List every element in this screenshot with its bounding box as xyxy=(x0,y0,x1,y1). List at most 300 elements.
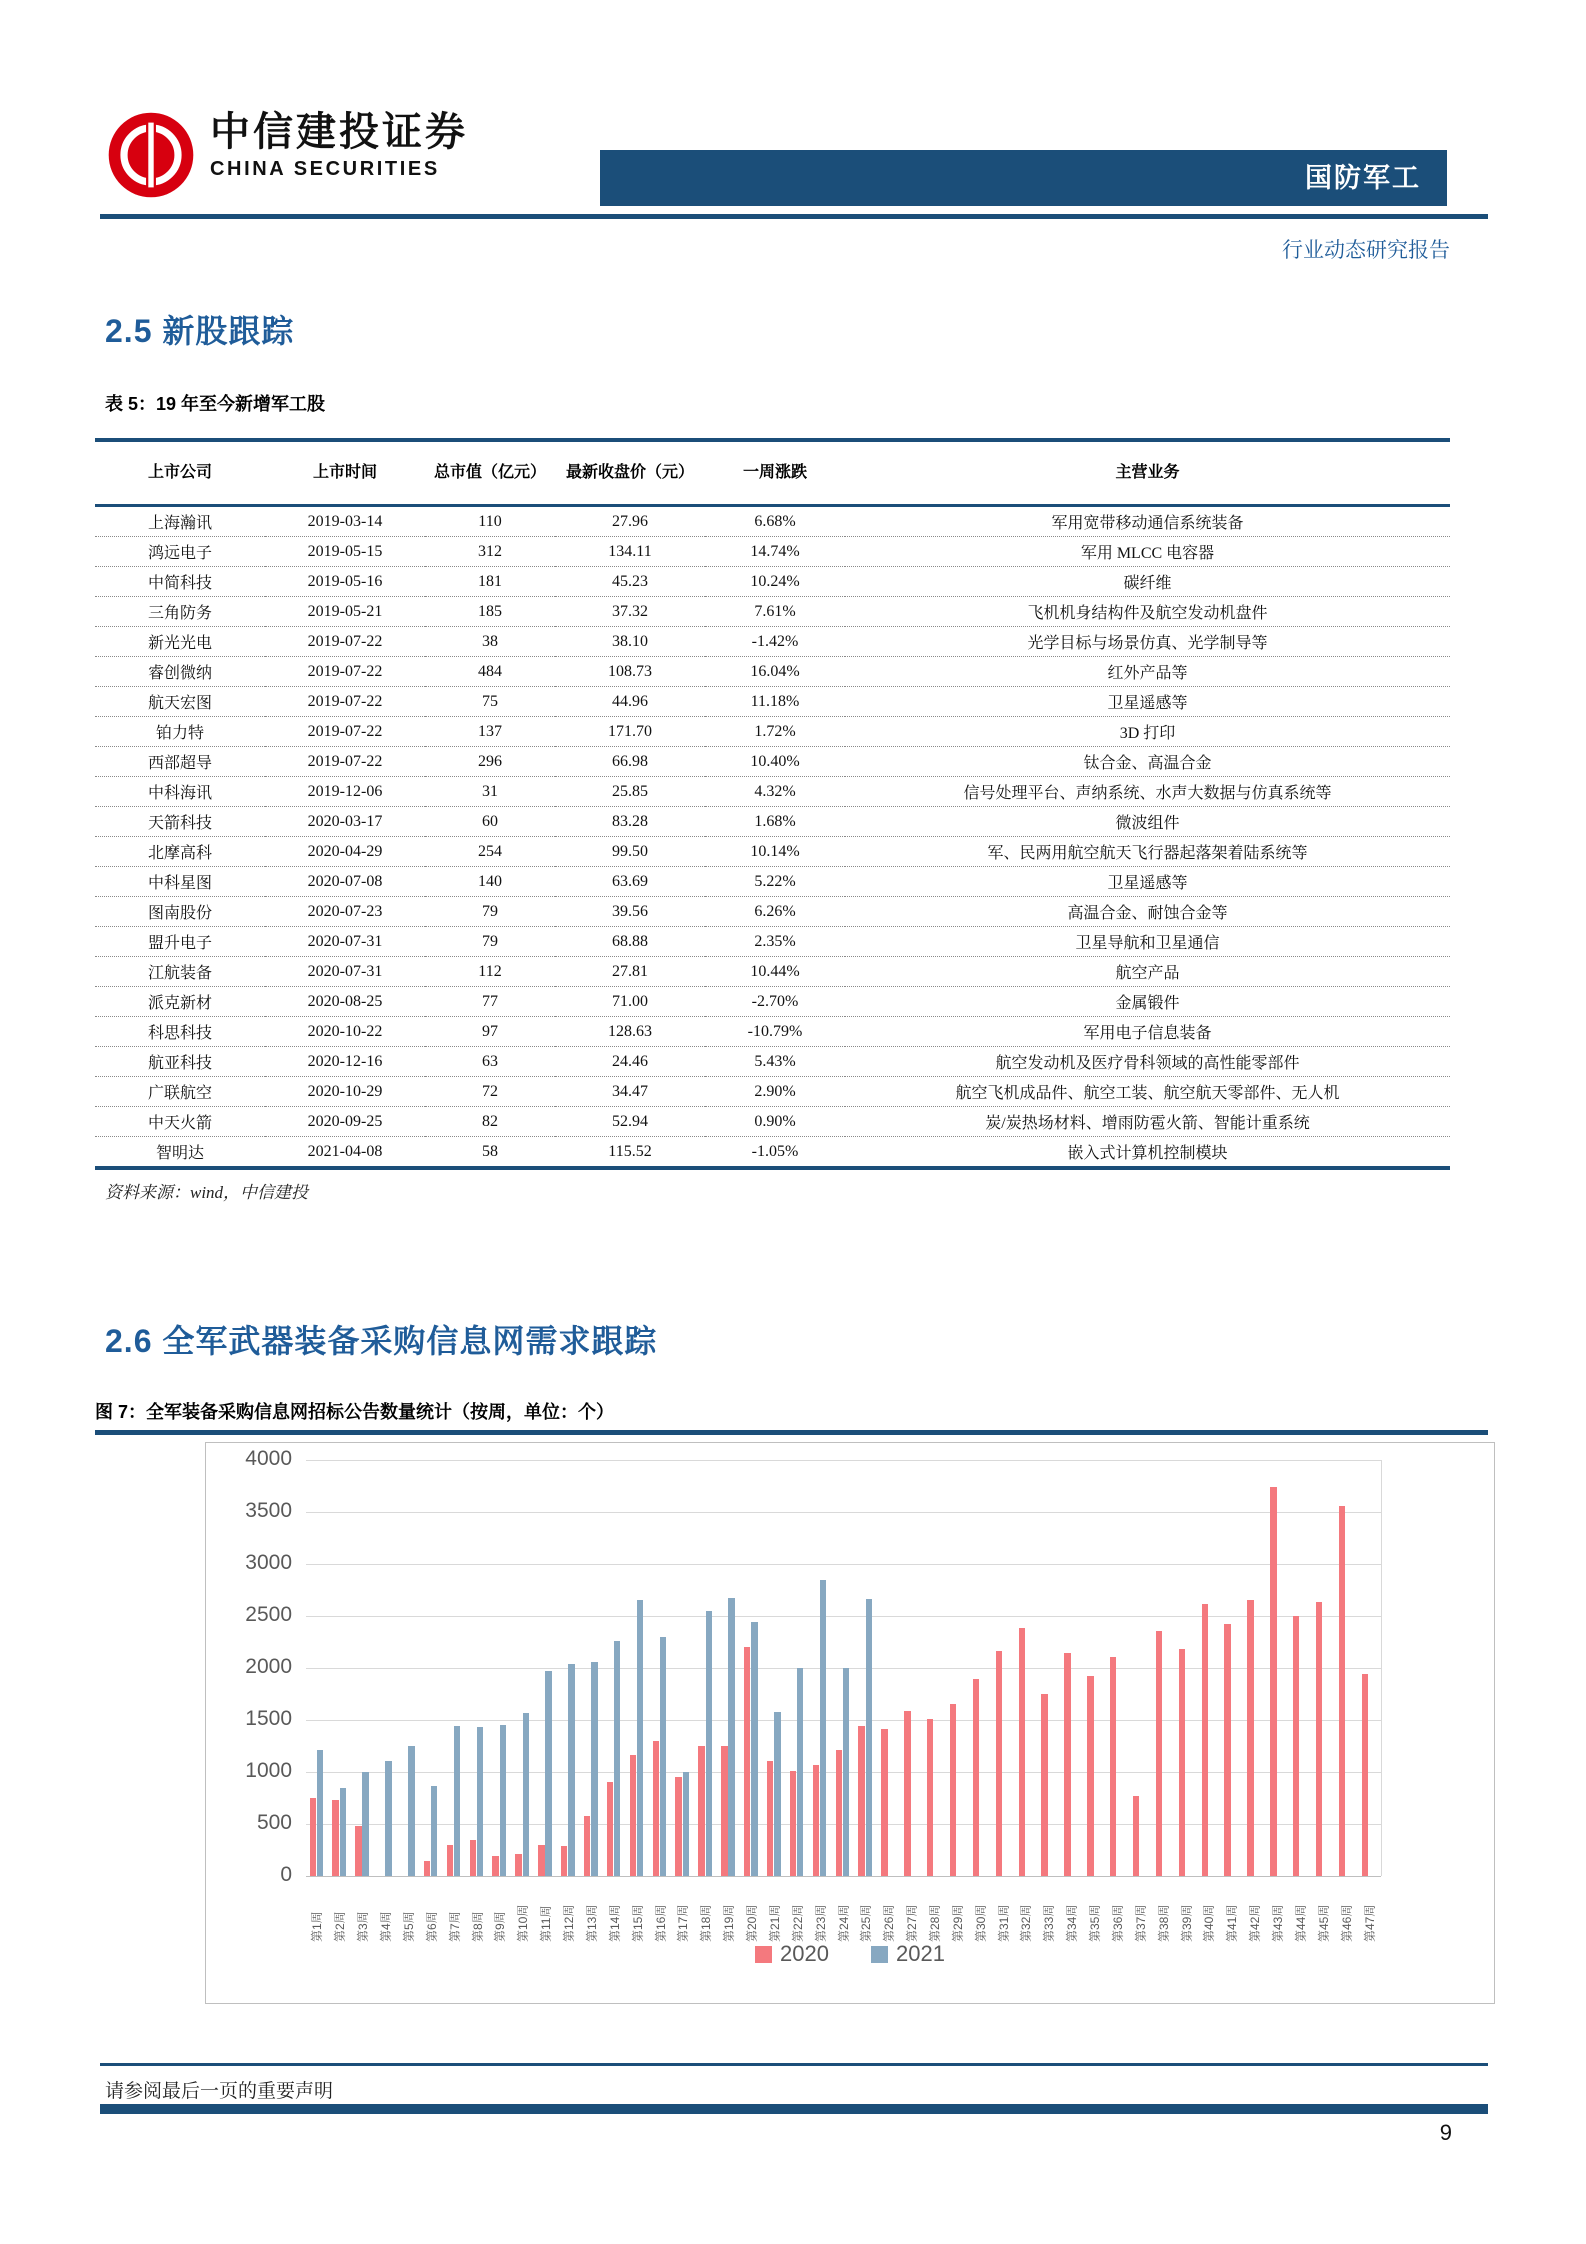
table-cell: 34.47 xyxy=(555,1077,705,1107)
x-axis-tick-label: 第16周 xyxy=(653,1904,668,1942)
x-axis-tick-label: 第18周 xyxy=(699,1904,714,1942)
table-cell: 航空产品 xyxy=(845,957,1450,987)
bar-2021 xyxy=(706,1611,712,1876)
legend-item xyxy=(871,1941,945,1967)
bar-2020 xyxy=(515,1854,521,1876)
x-axis-tick-label: 第38周 xyxy=(1156,1904,1171,1942)
table-row xyxy=(95,687,1450,717)
table-cell: 炭/炭热场材料、增雨防雹火箭、智能计重系统 xyxy=(845,1107,1450,1137)
table-cell: 254 xyxy=(425,837,555,867)
x-axis-tick-label: 第8周 xyxy=(470,1911,485,1942)
bar-2020 xyxy=(813,1765,819,1876)
table-cell: 484 xyxy=(425,657,555,687)
table-cell: 飞机机身结构件及航空发动机盘件 xyxy=(845,597,1450,627)
bar-2020 xyxy=(355,1826,361,1876)
table-cell: 5.43% xyxy=(705,1047,845,1077)
x-axis-tick-label: 第41周 xyxy=(1225,1904,1240,1942)
table-cell: 信号处理平台、声纳系统、水声大数据与仿真系统等 xyxy=(845,777,1450,807)
table-cell: 2020-08-25 xyxy=(265,987,425,1017)
footer-disclaimer: 请参阅最后一页的重要声明 xyxy=(105,2081,334,2102)
table-cell: 2019-05-15 xyxy=(265,537,425,567)
legend-swatch-icon xyxy=(871,1946,888,1963)
gridline xyxy=(306,1876,1381,1877)
table-row xyxy=(95,897,1450,927)
x-axis-tick-label: 第2周 xyxy=(333,1911,348,1942)
table-cell: 2020-07-31 xyxy=(265,957,425,987)
x-axis-tick-label: 第30周 xyxy=(973,1904,988,1942)
y-axis-tick-label: 3500 xyxy=(245,1499,292,1522)
x-axis-tick-label: 第5周 xyxy=(401,1911,416,1942)
bar-2020 xyxy=(653,1741,659,1876)
table-row xyxy=(95,597,1450,627)
table-cell: 红外产品等 xyxy=(845,657,1450,687)
table-cell: 光学目标与场景仿真、光学制导等 xyxy=(845,627,1450,657)
y-axis-tick-label: 1000 xyxy=(245,1759,292,1782)
bar-2020 xyxy=(1110,1657,1116,1876)
table-cell: 10.44% xyxy=(705,957,845,987)
table-cell: 296 xyxy=(425,747,555,777)
table-cell: 2019-12-06 xyxy=(265,777,425,807)
table-cell: 60 xyxy=(425,807,555,837)
table-cell: 2.90% xyxy=(705,1077,845,1107)
bar-2021 xyxy=(820,1580,826,1876)
table-cell: 115.52 xyxy=(608,1142,652,1160)
bar-2021 xyxy=(683,1772,689,1876)
table-cell: 16.04% xyxy=(705,657,845,687)
x-axis-tick-label: 第33周 xyxy=(1042,1904,1057,1942)
table-cell: 2019-07-22 xyxy=(265,687,425,717)
table-cell: 1.72% xyxy=(705,717,845,747)
x-axis-tick-label: 第44周 xyxy=(1293,1904,1308,1942)
bar-2021 xyxy=(751,1622,757,1876)
table-cell: 44.96 xyxy=(555,687,705,717)
table-row xyxy=(95,1047,1450,1077)
table-cell: 38.10 xyxy=(555,627,705,657)
table-cell: 97 xyxy=(425,1017,555,1047)
bar-2020 xyxy=(744,1647,750,1876)
table-row xyxy=(95,1137,1450,1169)
bar-2020 xyxy=(1179,1649,1185,1876)
x-axis-tick-label: 第42周 xyxy=(1248,1904,1263,1942)
x-axis-tick-label: 第19周 xyxy=(722,1904,737,1942)
table-row xyxy=(95,777,1450,807)
bar-2020 xyxy=(424,1861,430,1876)
x-axis-tick-label: 第7周 xyxy=(447,1911,462,1942)
legend-item xyxy=(755,1941,829,1967)
table-cell: 24.46 xyxy=(555,1047,705,1077)
company-logo xyxy=(106,110,468,200)
table-cell: 39.56 xyxy=(555,897,705,927)
table-cell: 金属锻件 xyxy=(845,987,1450,1017)
table-row xyxy=(95,867,1450,897)
bar-2021 xyxy=(431,1786,437,1876)
legend-label: 2021 xyxy=(896,1941,945,1966)
table-row xyxy=(95,957,1450,987)
bar-2020 xyxy=(492,1856,498,1876)
table-cell: 图南股份 xyxy=(95,897,265,927)
bar-2021 xyxy=(728,1598,734,1876)
x-axis-tick-label: 第39周 xyxy=(1179,1904,1194,1942)
table-cell: 2020-03-17 xyxy=(265,807,425,837)
citic-logo-icon xyxy=(106,110,196,200)
table-head xyxy=(95,440,1450,506)
table-cell: 2020-07-31 xyxy=(265,927,425,957)
table-cell: 智明达 xyxy=(155,1145,204,1162)
table-cell: 2019-07-22 xyxy=(265,657,425,687)
bar-2021 xyxy=(477,1727,483,1876)
table-cell: 2019-03-14 xyxy=(265,506,425,537)
legend-label: 2020 xyxy=(780,1941,829,1966)
bar-2020 xyxy=(950,1704,956,1876)
bar-2021 xyxy=(500,1725,506,1876)
bar-2020 xyxy=(1202,1604,1208,1876)
bar-2021 xyxy=(797,1668,803,1876)
table-cell: 2020-04-29 xyxy=(265,837,425,867)
table-cell: 2020-07-23 xyxy=(265,897,425,927)
table-cell: 嵌入式计算机控制模块 xyxy=(1067,1145,1228,1162)
table-cell: 军用宽带移动通信系统装备 xyxy=(845,506,1450,537)
table-cell: 72 xyxy=(425,1077,555,1107)
y-axis-tick-label: 500 xyxy=(256,1811,292,1834)
section-2-5-title: 2.5 新股跟踪 xyxy=(105,313,295,349)
x-axis-tick-label: 第21周 xyxy=(767,1904,782,1942)
y-axis-tick-label: 3000 xyxy=(245,1551,292,1574)
table-cell: 2021-04-08 xyxy=(307,1142,383,1160)
table-cell: 卫星导航和卫星通信 xyxy=(845,927,1450,957)
x-axis-tick-label: 第13周 xyxy=(584,1904,599,1942)
table-cell: 铂力特 xyxy=(95,717,265,747)
table-cell: -10.79% xyxy=(705,1017,845,1047)
table-5 xyxy=(95,438,1450,1170)
bar-2020 xyxy=(1019,1628,1025,1876)
x-axis-tick-label: 第28周 xyxy=(927,1904,942,1942)
bar-2020 xyxy=(561,1846,567,1876)
bar-2021 xyxy=(317,1750,323,1876)
section-2-6-title: 2.6 全军武器装备采购信息网需求跟踪 xyxy=(105,1323,658,1359)
x-axis-tick-label: 第46周 xyxy=(1339,1904,1354,1942)
page-number: 9 xyxy=(1439,2120,1452,2145)
table-row xyxy=(95,537,1450,567)
table-cell: 航亚科技 xyxy=(95,1047,265,1077)
table-cell: 5.22% xyxy=(705,867,845,897)
table-cell: 128.63 xyxy=(555,1017,705,1047)
gridline xyxy=(306,1564,1381,1565)
bar-2020 xyxy=(1293,1616,1299,1876)
bar-2021 xyxy=(454,1726,460,1876)
table-cell: 181 xyxy=(425,567,555,597)
table-cell: 航天宏图 xyxy=(95,687,265,717)
bar-2020 xyxy=(790,1771,796,1876)
table-cell: 0.90% xyxy=(705,1107,845,1137)
table-cell: 45.23 xyxy=(555,567,705,597)
table-row xyxy=(95,927,1450,957)
table-source-note: 资料来源：wind，中信建投 xyxy=(105,1183,309,1202)
logo-name-cn: 中信建投证券 xyxy=(210,110,468,154)
table-cell: 77 xyxy=(425,987,555,1017)
table-cell: 睿创微纳 xyxy=(95,657,265,687)
table-cell: 140 xyxy=(425,867,555,897)
bar-2020 xyxy=(836,1750,842,1876)
table-cell: 171.70 xyxy=(555,717,705,747)
bar-2020 xyxy=(767,1761,773,1876)
table-cell: 112 xyxy=(425,957,555,987)
table-cell: 高温合金、耐蚀合金等 xyxy=(845,897,1450,927)
table-cell: 航空飞机成品件、航空工装、航空航天零部件、无人机 xyxy=(845,1077,1450,1107)
table-cell: 2019-05-21 xyxy=(265,597,425,627)
bar-2020 xyxy=(1247,1600,1253,1876)
table-cell: 14.74% xyxy=(705,537,845,567)
table-cell: 航空发动机及医疗骨科领域的高性能零部件 xyxy=(845,1047,1450,1077)
table-cell: 广联航空 xyxy=(95,1077,265,1107)
table-cell: 北摩高科 xyxy=(95,837,265,867)
bar-2021 xyxy=(774,1712,780,1876)
table-cell: 派克新材 xyxy=(95,987,265,1017)
table-cell: 2019-05-16 xyxy=(265,567,425,597)
table-header-cell: 上市公司 xyxy=(95,440,265,506)
table-cell: 52.94 xyxy=(555,1107,705,1137)
table-row xyxy=(95,747,1450,777)
table-cell: 军用 MLCC 电容器 xyxy=(845,537,1450,567)
x-axis-tick-label: 第9周 xyxy=(493,1911,508,1942)
table-cell: 68.88 xyxy=(555,927,705,957)
table-cell: 新光光电 xyxy=(95,627,265,657)
table-cell: 军用电子信息装备 xyxy=(845,1017,1450,1047)
bar-2020 xyxy=(630,1755,636,1876)
table-cell: 西部超导 xyxy=(95,747,265,777)
table-row xyxy=(95,657,1450,687)
table-cell: 碳纤维 xyxy=(845,567,1450,597)
table-row xyxy=(95,627,1450,657)
table-cell: 盟升电子 xyxy=(95,927,265,957)
table-cell: 三角防务 xyxy=(95,597,265,627)
table-cell: -1.05% xyxy=(751,1142,799,1160)
table-row xyxy=(95,506,1450,537)
bar-2021 xyxy=(591,1662,597,1876)
table-row xyxy=(95,1017,1450,1047)
table-cell: 10.14% xyxy=(705,837,845,867)
bar-2020 xyxy=(721,1746,727,1876)
table-cell: 2019-07-22 xyxy=(265,747,425,777)
bar-2020 xyxy=(1339,1506,1345,1876)
table-cell: 鸿远电子 xyxy=(95,537,265,567)
table-row xyxy=(95,1107,1450,1137)
bar-2021 xyxy=(568,1664,574,1876)
legend-swatch-icon xyxy=(755,1946,772,1963)
table-header-row xyxy=(95,440,1450,506)
x-axis-tick-label: 第45周 xyxy=(1316,1904,1331,1942)
table-cell: 66.98 xyxy=(555,747,705,777)
table-cell: 108.73 xyxy=(555,657,705,687)
bar-2020 xyxy=(858,1726,864,1876)
table-cell: 2019-07-22 xyxy=(265,717,425,747)
bar-2021 xyxy=(340,1788,346,1876)
table-cell: -1.42% xyxy=(705,627,845,657)
footer-rule-thick xyxy=(100,2104,1488,2114)
x-axis-tick-label: 第22周 xyxy=(790,1904,805,1942)
table-cell: 2020-10-22 xyxy=(265,1017,425,1047)
table-cell: 37.32 xyxy=(555,597,705,627)
x-axis-tick-label: 第6周 xyxy=(424,1911,439,1942)
table-cell: 6.68% xyxy=(705,506,845,537)
table-cell: 微波组件 xyxy=(845,807,1450,837)
x-axis-tick-label: 第10周 xyxy=(516,1904,531,1942)
table-cell: 4.32% xyxy=(705,777,845,807)
bar-2020 xyxy=(927,1719,933,1876)
table-row xyxy=(95,717,1450,747)
bar-2021 xyxy=(660,1637,666,1876)
bar-2020 xyxy=(1316,1602,1322,1876)
table-cell: 2020-12-16 xyxy=(265,1047,425,1077)
x-axis-tick-label: 第34周 xyxy=(1065,1904,1080,1942)
table-cell: 卫星遥感等 xyxy=(845,687,1450,717)
table-cell: 75 xyxy=(425,687,555,717)
table-cell: 11.18% xyxy=(705,687,845,717)
table-row xyxy=(95,837,1450,867)
bar-2020 xyxy=(310,1798,316,1876)
x-axis-tick-label: 第15周 xyxy=(630,1904,645,1942)
bar-2020 xyxy=(607,1782,613,1876)
figure-7-title: 图 7：全军装备采购信息网招标公告数量统计（按周，单位：个） xyxy=(95,1402,615,1422)
table-cell: 27.96 xyxy=(555,506,705,537)
bar-2021 xyxy=(614,1641,620,1876)
table-cell: 27.81 xyxy=(555,957,705,987)
table-cell: 10.24% xyxy=(705,567,845,597)
x-axis-tick-label: 第35周 xyxy=(1088,1904,1103,1942)
industry-badge: 国防军工 xyxy=(600,150,1447,206)
bar-2021 xyxy=(545,1671,551,1876)
table-cell: 58 xyxy=(482,1142,498,1160)
table-cell: 25.85 xyxy=(555,777,705,807)
bar-2020 xyxy=(996,1651,1002,1876)
table-cell: 1.68% xyxy=(705,807,845,837)
report-type-label: 行业动态研究报告 xyxy=(1282,239,1450,262)
x-axis-tick-label: 第47周 xyxy=(1362,1904,1377,1942)
x-axis-tick-label: 第27周 xyxy=(905,1904,920,1942)
bar-2020 xyxy=(1041,1694,1047,1876)
x-axis-tick-label: 第26周 xyxy=(882,1904,897,1942)
bar-2020 xyxy=(698,1746,704,1876)
x-axis-tick-label: 第11周 xyxy=(539,1905,554,1942)
table-cell: 63 xyxy=(425,1047,555,1077)
table-row xyxy=(95,807,1450,837)
table-header-cell: 一周涨跌 xyxy=(705,440,845,506)
bar-2020 xyxy=(904,1711,910,1876)
y-axis-tick-label: 2500 xyxy=(245,1603,292,1626)
table-row xyxy=(95,567,1450,597)
table-cell: 79 xyxy=(425,927,555,957)
table-cell: 63.69 xyxy=(555,867,705,897)
table-header-cell: 上市时间 xyxy=(265,440,425,506)
table-cell: 2019-07-22 xyxy=(265,627,425,657)
bar-2020 xyxy=(1224,1624,1230,1876)
x-axis-tick-label: 第20周 xyxy=(745,1904,759,1942)
table-cell: 99.50 xyxy=(555,837,705,867)
table-cell: 110 xyxy=(425,506,555,537)
table-cell: 科思科技 xyxy=(95,1017,265,1047)
new-stocks-table xyxy=(95,438,1450,1170)
bar-2020 xyxy=(1064,1653,1070,1876)
x-axis-tick-label: 第40周 xyxy=(1202,1904,1217,1942)
x-axis-tick-label: 第31周 xyxy=(996,1904,1011,1942)
x-axis-tick-label: 第3周 xyxy=(356,1911,371,1942)
bar-2020 xyxy=(675,1777,681,1876)
table-cell: 71.00 xyxy=(555,987,705,1017)
table-cell: 2.35% xyxy=(705,927,845,957)
logo-text xyxy=(210,110,468,181)
bar-2020 xyxy=(973,1679,979,1876)
table-cell: 83.28 xyxy=(555,807,705,837)
y-axis-tick-label: 1500 xyxy=(245,1707,292,1730)
table-cell: 185 xyxy=(425,597,555,627)
x-axis-tick-label: 第32周 xyxy=(1019,1904,1034,1942)
table-cell: 137 xyxy=(425,717,555,747)
table-cell: 2020-10-29 xyxy=(265,1077,425,1107)
bar-2020 xyxy=(1156,1631,1162,1876)
x-axis-tick-label: 第23周 xyxy=(813,1904,828,1942)
x-axis-tick-label: 第29周 xyxy=(950,1904,965,1942)
bar-2020 xyxy=(1362,1674,1368,1876)
bar-2021 xyxy=(385,1761,391,1876)
chart-legend xyxy=(206,1941,1494,1967)
bar-2020 xyxy=(1133,1796,1139,1876)
footer-rule-thin xyxy=(100,2063,1488,2066)
y-axis-tick-label: 4000 xyxy=(245,1447,292,1470)
table-cell: 38 xyxy=(425,627,555,657)
bar-2021 xyxy=(866,1599,872,1876)
bar-2021 xyxy=(523,1713,529,1876)
table-cell: 312 xyxy=(425,537,555,567)
table-header-cell: 最新收盘价（元） xyxy=(555,440,705,506)
x-axis-tick-label: 第17周 xyxy=(676,1904,691,1942)
table-cell: 钛合金、高温合金 xyxy=(845,747,1450,777)
x-axis-tick-label: 第4周 xyxy=(379,1911,394,1942)
table-cell: 3D 打印 xyxy=(845,717,1450,747)
bar-2020 xyxy=(447,1845,453,1876)
table-cell: 134.11 xyxy=(555,537,705,567)
table-cell: 2020-07-08 xyxy=(265,867,425,897)
header-rule xyxy=(100,214,1488,219)
plot-area xyxy=(245,1447,1382,1942)
x-axis-tick-label: 第1周 xyxy=(310,1911,325,1942)
y-axis-tick-label: 0 xyxy=(280,1863,292,1886)
bar-2020 xyxy=(1087,1676,1093,1876)
x-axis-tick-label: 第36周 xyxy=(1110,1904,1125,1942)
gridline xyxy=(306,1460,1381,1461)
table-cell: 7.61% xyxy=(705,597,845,627)
bar-2021 xyxy=(362,1772,368,1876)
table-cell: 军、民两用航空航天飞行器起落架着陆系统等 xyxy=(845,837,1450,867)
bar-2020 xyxy=(332,1800,338,1876)
table-5-title: 表 5：19 年至今新增军工股 xyxy=(105,394,326,414)
x-axis-tick-label: 第25周 xyxy=(859,1904,874,1942)
table-cell: 江航装备 xyxy=(95,957,265,987)
x-axis-tick-label: 第24周 xyxy=(836,1904,851,1942)
x-axis-tick-label: 第12周 xyxy=(562,1904,577,1942)
bar-2021 xyxy=(843,1668,849,1876)
table-cell: -2.70% xyxy=(705,987,845,1017)
table-cell: 中简科技 xyxy=(95,567,265,597)
table-cell: 31 xyxy=(425,777,555,807)
bar-2020 xyxy=(470,1840,476,1876)
table-cell: 82 xyxy=(425,1107,555,1137)
table-cell: 中科星图 xyxy=(95,867,265,897)
y-axis-tick-label: 2000 xyxy=(245,1655,292,1678)
x-axis-tick-label: 第14周 xyxy=(607,1904,622,1942)
table-header-cell: 总市值（亿元） xyxy=(425,440,555,506)
table-row xyxy=(95,1077,1450,1107)
figure-7-chart xyxy=(205,1442,1495,2004)
bar-2020 xyxy=(1270,1487,1276,1876)
